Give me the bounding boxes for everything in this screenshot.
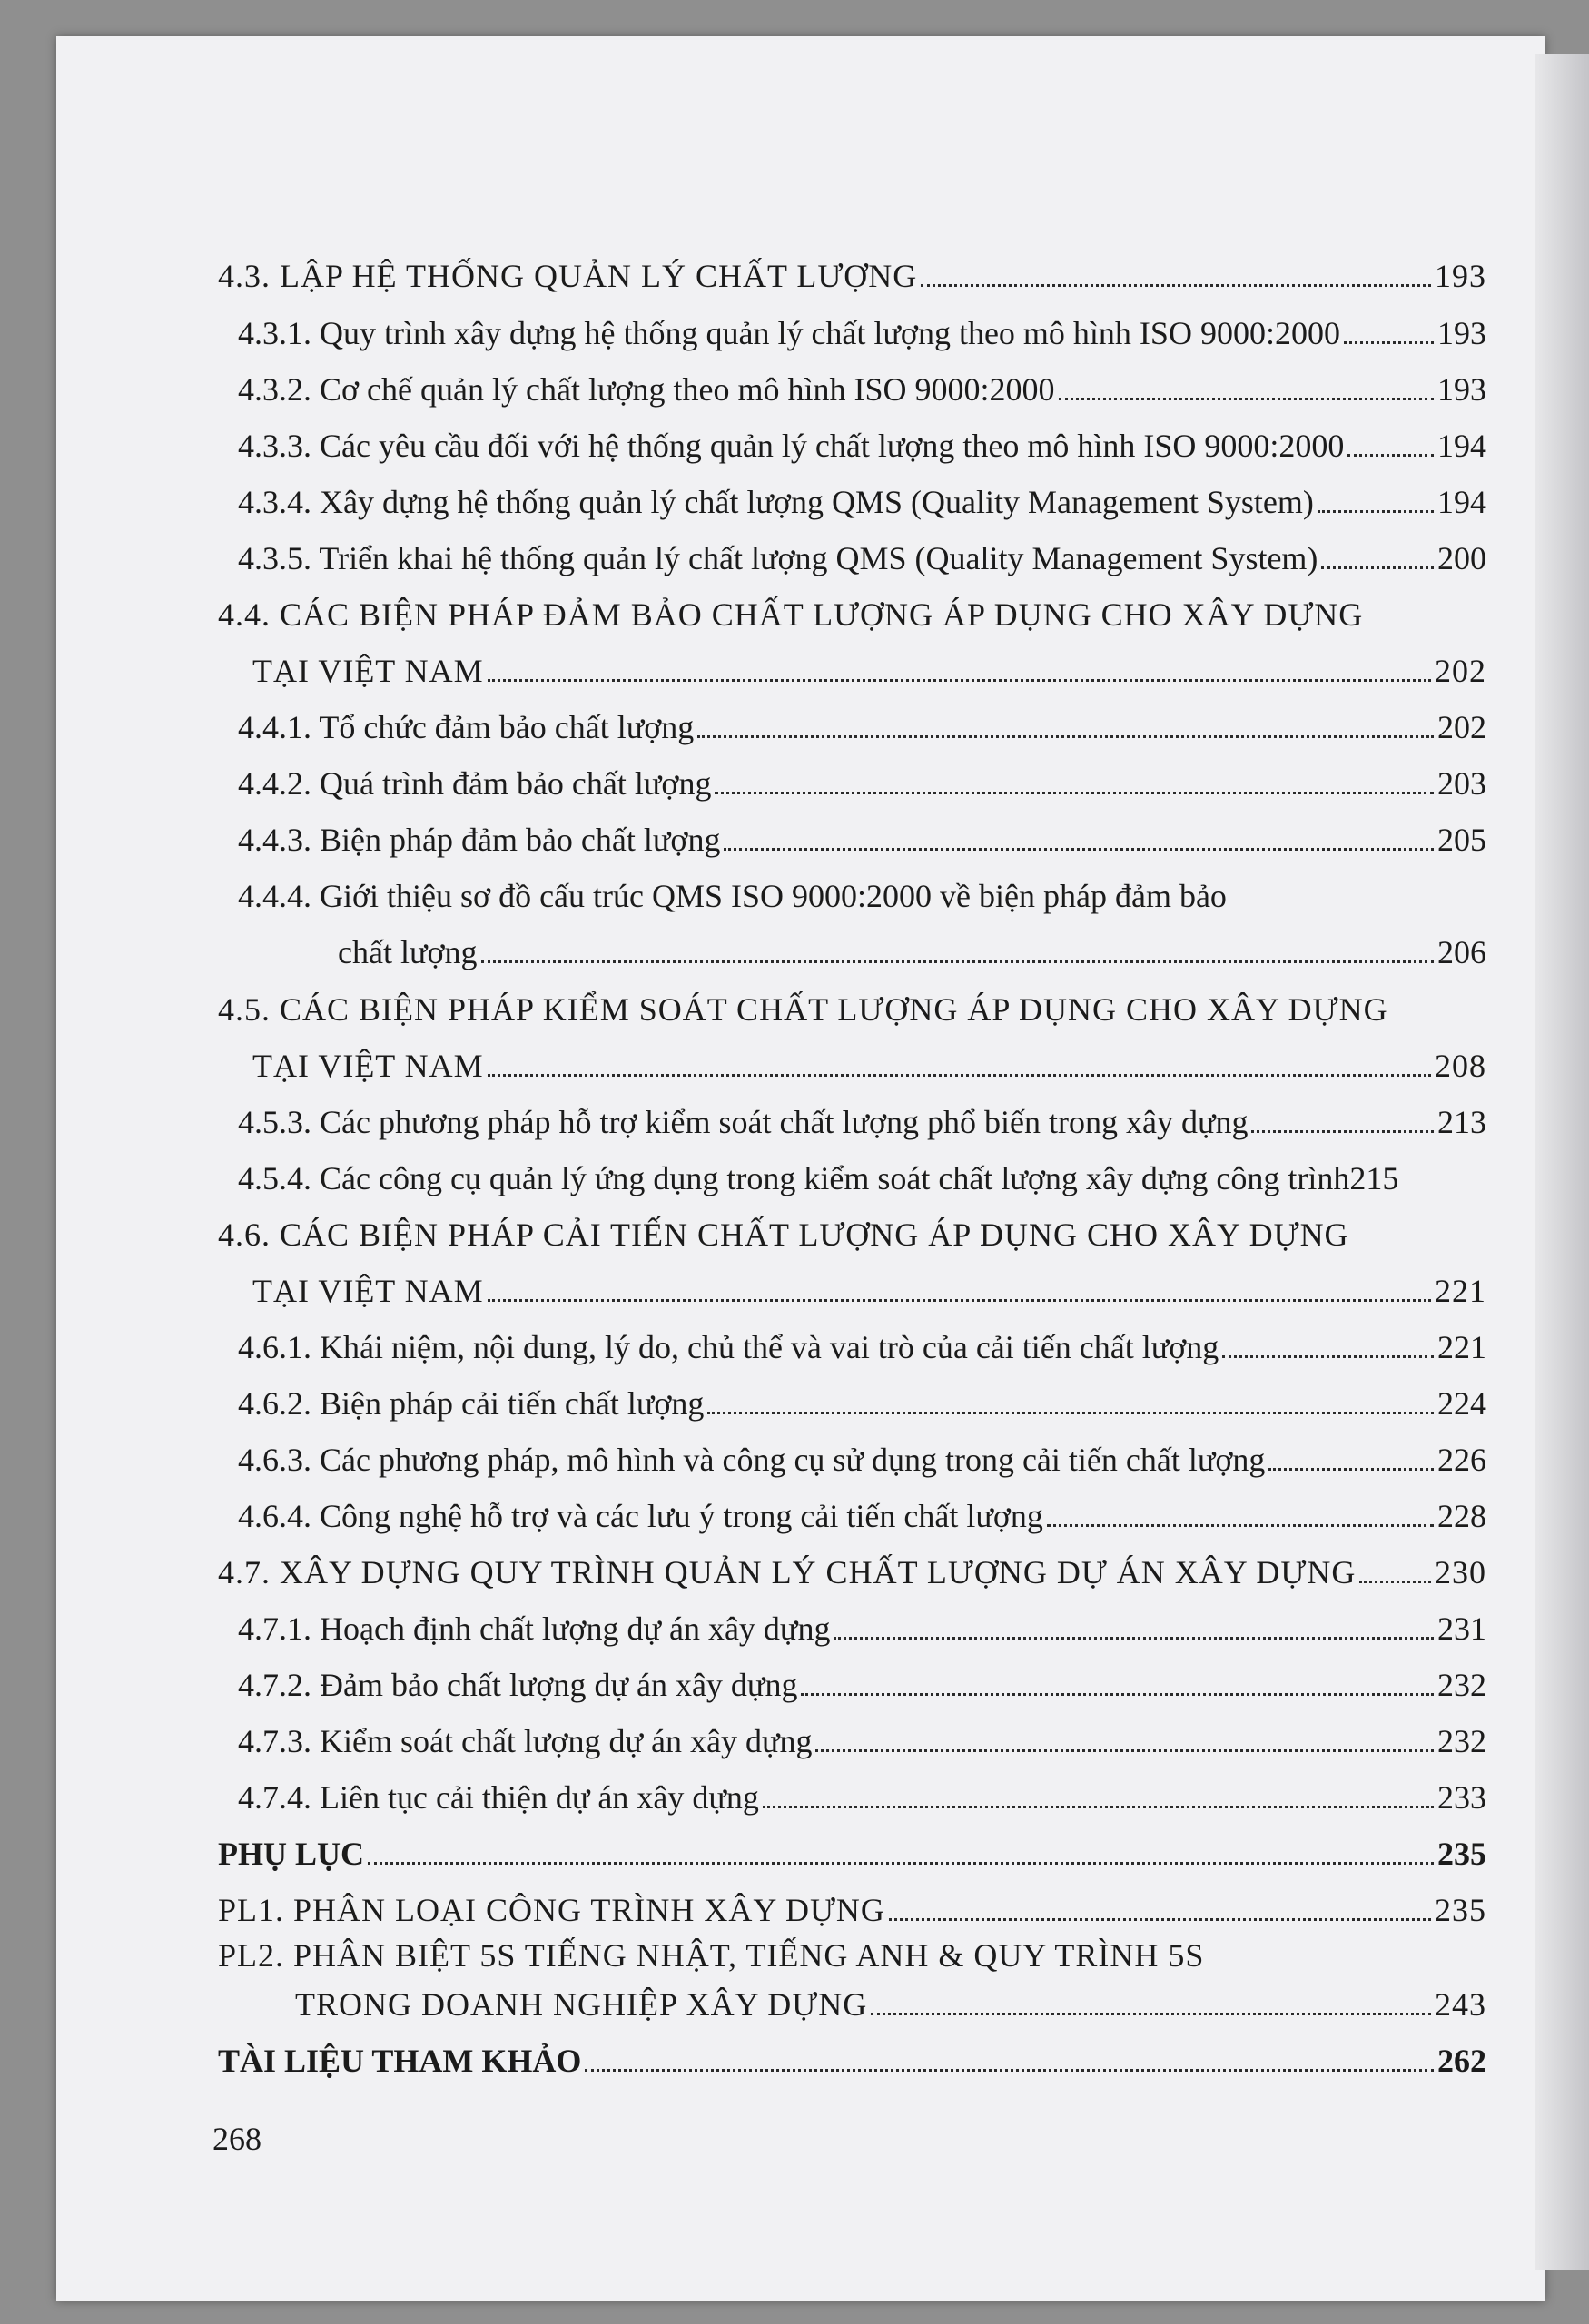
toc-entry-page: 213 xyxy=(1437,1104,1486,1140)
toc-entry-title: 4.6.4. Công nghệ hỗ trợ và các lưu ý trong cải tiến chất lượng xyxy=(238,1498,1043,1534)
toc-entry-title: 4.7.3. Kiểm soát chất lượng dự án xây dựng xyxy=(238,1723,813,1759)
toc-entry-title-continued: TẠI VIỆT NAM xyxy=(252,1273,484,1309)
dot-leader xyxy=(1047,1524,1434,1527)
toc-entry-title: PL1. PHÂN LOẠI CÔNG TRÌNH XÂY DỰNG xyxy=(218,1892,885,1928)
toc-entry-title: 4.7.2. Đảm bảo chất lượng dự án xây dựng xyxy=(238,1667,798,1703)
table-of-contents xyxy=(56,36,1545,2301)
dot-leader xyxy=(707,1412,1434,1414)
toc-entry xyxy=(238,1496,1486,1536)
toc-entry-page: 193 xyxy=(1435,258,1486,294)
toc-entry xyxy=(238,1665,1486,1705)
toc-entry-title: 4.6. CÁC BIỆN PHÁP CẢI TIẾN CHẤT LƯỢNG ÁP DỤNG CHO XÂY DỰNG xyxy=(218,1216,1349,1253)
toc-entry-page: 194 xyxy=(1437,484,1486,520)
toc-entry-page: 215 xyxy=(1349,1160,1399,1196)
dot-leader xyxy=(724,848,1434,851)
toc-entry-title: 4.6.3. Các phương pháp, mô hình và công cụ sử dụng trong cải tiến chất lượng xyxy=(238,1442,1266,1478)
dot-leader xyxy=(834,1637,1434,1640)
dot-leader xyxy=(801,1693,1434,1696)
toc-entry-title-continued: TẠI VIỆT NAM xyxy=(252,1048,484,1084)
toc-entry xyxy=(238,1327,1486,1367)
toc-entry-title: 4.4.4. Giới thiệu sơ đồ cấu trúc QMS ISO 9000:2000 về biện pháp đảm bảo xyxy=(238,878,1227,914)
toc-entry-title: 4.4.3. Biện pháp đảm bảo chất lượng xyxy=(238,822,721,858)
toc-entry-title: 4.4.1. Tổ chức đảm bảo chất lượng xyxy=(238,709,695,745)
toc-entry-title: 4.6.1. Khái niệm, nội dung, lý do, chủ thể và vai trò của cải tiến chất lượng xyxy=(238,1329,1219,1365)
toc-entry xyxy=(238,369,1486,409)
toc-entry-title: 4.3.2. Cơ chế quản lý chất lượng theo mô hình ISO 9000:2000 xyxy=(238,371,1055,408)
toc-entry-title: PL2. PHÂN BIỆT 5S TIẾNG NHẬT, TIẾNG ANH & QUY TRÌNH 5S xyxy=(218,1937,1205,1974)
toc-entry xyxy=(295,1984,1486,2024)
toc-entry xyxy=(238,707,1486,747)
page-number: 268 xyxy=(212,2121,262,2157)
toc-entry-title: 4.6.2. Biện pháp cải tiến chất lượng xyxy=(238,1385,705,1422)
dot-leader xyxy=(1268,1468,1434,1471)
toc-entry-title: 4.3.4. Xây dựng hệ thống quản lý chất lượng QMS (Quality Management System) xyxy=(238,484,1314,520)
toc-entry-page: 230 xyxy=(1435,1554,1486,1590)
toc-entry-page: 200 xyxy=(1437,540,1486,576)
toc-entry xyxy=(218,2041,1486,2081)
toc-entry xyxy=(238,313,1486,353)
toc-entry xyxy=(238,1440,1486,1480)
toc-entry-page: 232 xyxy=(1437,1723,1486,1759)
toc-entry xyxy=(238,1777,1486,1817)
toc-entry-page: 208 xyxy=(1435,1048,1486,1084)
dot-leader xyxy=(585,2069,1434,2072)
toc-entry-page: 232 xyxy=(1437,1667,1486,1703)
toc-entry-page: 221 xyxy=(1437,1329,1486,1365)
toc-entry-title-continued: TRONG DOANH NGHIỆP XÂY DỰNG xyxy=(295,1986,868,2023)
dot-leader xyxy=(1318,510,1434,513)
toc-entry-title: 4.3.1. Quy trình xây dựng hệ thống quản lý chất lượng theo mô hình ISO 9000:2000 xyxy=(238,315,1340,351)
toc-entry xyxy=(218,256,1486,296)
toc-entry-title: 4.3. LẬP HỆ THỐNG QUẢN LÝ CHẤT LƯỢNG xyxy=(218,258,918,294)
toc-entry-page: 243 xyxy=(1435,1986,1486,2023)
toc-entry-page: 194 xyxy=(1437,428,1486,464)
toc-entry-page: 206 xyxy=(1437,934,1486,970)
dot-leader xyxy=(481,960,1434,963)
dot-leader xyxy=(921,284,1431,287)
toc-entry-page: 235 xyxy=(1435,1892,1486,1928)
toc-entry xyxy=(338,932,1486,972)
dot-leader xyxy=(1059,398,1435,400)
dot-leader xyxy=(1251,1130,1434,1133)
toc-entry xyxy=(238,1384,1486,1423)
dot-leader xyxy=(488,679,1431,682)
book-page xyxy=(56,36,1545,2301)
toc-entry-page: 202 xyxy=(1435,653,1486,689)
toc-entry xyxy=(218,1834,1486,1874)
toc-entry xyxy=(218,1890,1486,1930)
toc-entry xyxy=(238,1609,1486,1649)
toc-entry xyxy=(238,482,1486,522)
dot-leader xyxy=(763,1806,1434,1808)
toc-entry-page: 262 xyxy=(1437,2043,1486,2079)
toc-entry-page: 193 xyxy=(1437,315,1486,351)
toc-entry-title: TÀI LIỆU THAM KHẢO xyxy=(218,2043,582,2079)
toc-entry-title: 4.5. CÁC BIỆN PHÁP KIỂM SOÁT CHẤT LƯỢNG ÁP DỤNG CHO XÂY DỰNG xyxy=(218,991,1388,1028)
toc-entry xyxy=(238,1158,1491,1198)
page-edge-shadow xyxy=(1535,54,1589,2270)
dot-leader xyxy=(1321,566,1434,569)
dot-leader xyxy=(715,792,1434,794)
toc-entry-page: 203 xyxy=(1437,765,1486,802)
toc-entry-title-continued: chất lượng xyxy=(338,934,478,970)
toc-entry xyxy=(238,538,1486,578)
toc-entry xyxy=(252,651,1486,691)
toc-entry xyxy=(218,1552,1486,1592)
toc-entry-title: 4.7. XÂY DỰNG QUY TRÌNH QUẢN LÝ CHẤT LƯỢNG DỰ ÁN XÂY DỰNG xyxy=(218,1554,1357,1590)
toc-entry xyxy=(238,763,1486,803)
toc-entry xyxy=(252,1046,1486,1086)
toc-entry-page: 231 xyxy=(1437,1610,1486,1647)
toc-entry xyxy=(238,1721,1486,1761)
toc-entry-page: 228 xyxy=(1437,1498,1486,1534)
toc-entry-page: 202 xyxy=(1437,709,1486,745)
toc-entry-page: 224 xyxy=(1437,1385,1486,1422)
dot-leader xyxy=(1222,1355,1434,1358)
dot-leader xyxy=(697,735,1434,738)
toc-entry-page: 226 xyxy=(1437,1442,1486,1478)
toc-entry-page: 233 xyxy=(1437,1779,1486,1816)
dot-leader xyxy=(488,1074,1431,1077)
dot-leader xyxy=(1347,454,1434,457)
dot-leader xyxy=(368,1862,1434,1865)
toc-entry xyxy=(238,820,1486,860)
toc-entry-title: 4.5.3. Các phương pháp hỗ trợ kiểm soát chất lượng phổ biến trong xây dựng xyxy=(238,1104,1248,1140)
dot-leader xyxy=(815,1749,1434,1752)
toc-entry-title: 4.3.3. Các yêu cầu đối với hệ thống quản lý chất lượng theo mô hình ISO 9000:2000 xyxy=(238,428,1345,464)
toc-entry-title: 4.7.1. Hoạch định chất lượng dự án xây dựng xyxy=(238,1610,831,1647)
toc-entry xyxy=(238,426,1486,466)
dot-leader xyxy=(488,1299,1431,1302)
toc-entry xyxy=(238,1102,1486,1142)
dot-leader xyxy=(1344,341,1434,344)
toc-entry-page: 221 xyxy=(1435,1273,1486,1309)
toc-entry-title: PHỤ LỤC xyxy=(218,1836,364,1872)
toc-entry-title: 4.5.4. Các công cụ quản lý ứng dụng trong kiểm soát chất lượng xây dựng công trình xyxy=(238,1160,1350,1196)
toc-entry-page: 193 xyxy=(1437,371,1486,408)
dot-leader xyxy=(889,1918,1431,1921)
toc-entry-title-continued: TẠI VIỆT NAM xyxy=(252,653,484,689)
toc-entry-title: 4.4. CÁC BIỆN PHÁP ĐẢM BẢO CHẤT LƯỢNG ÁP DỤNG CHO XÂY DỰNG xyxy=(218,596,1364,633)
dot-leader xyxy=(1359,1581,1431,1583)
toc-entry-page: 205 xyxy=(1437,822,1486,858)
toc-entry-title: 4.7.4. Liên tục cải thiện dự án xây dựng xyxy=(238,1779,759,1816)
toc-entry-title: 4.3.5. Triển khai hệ thống quản lý chất lượng QMS (Quality Management System) xyxy=(238,540,1318,576)
toc-entry-page: 235 xyxy=(1437,1836,1486,1872)
toc-entry xyxy=(252,1271,1486,1311)
dot-leader xyxy=(871,2013,1431,2015)
toc-entry-title: 4.4.2. Quá trình đảm bảo chất lượng xyxy=(238,765,712,802)
